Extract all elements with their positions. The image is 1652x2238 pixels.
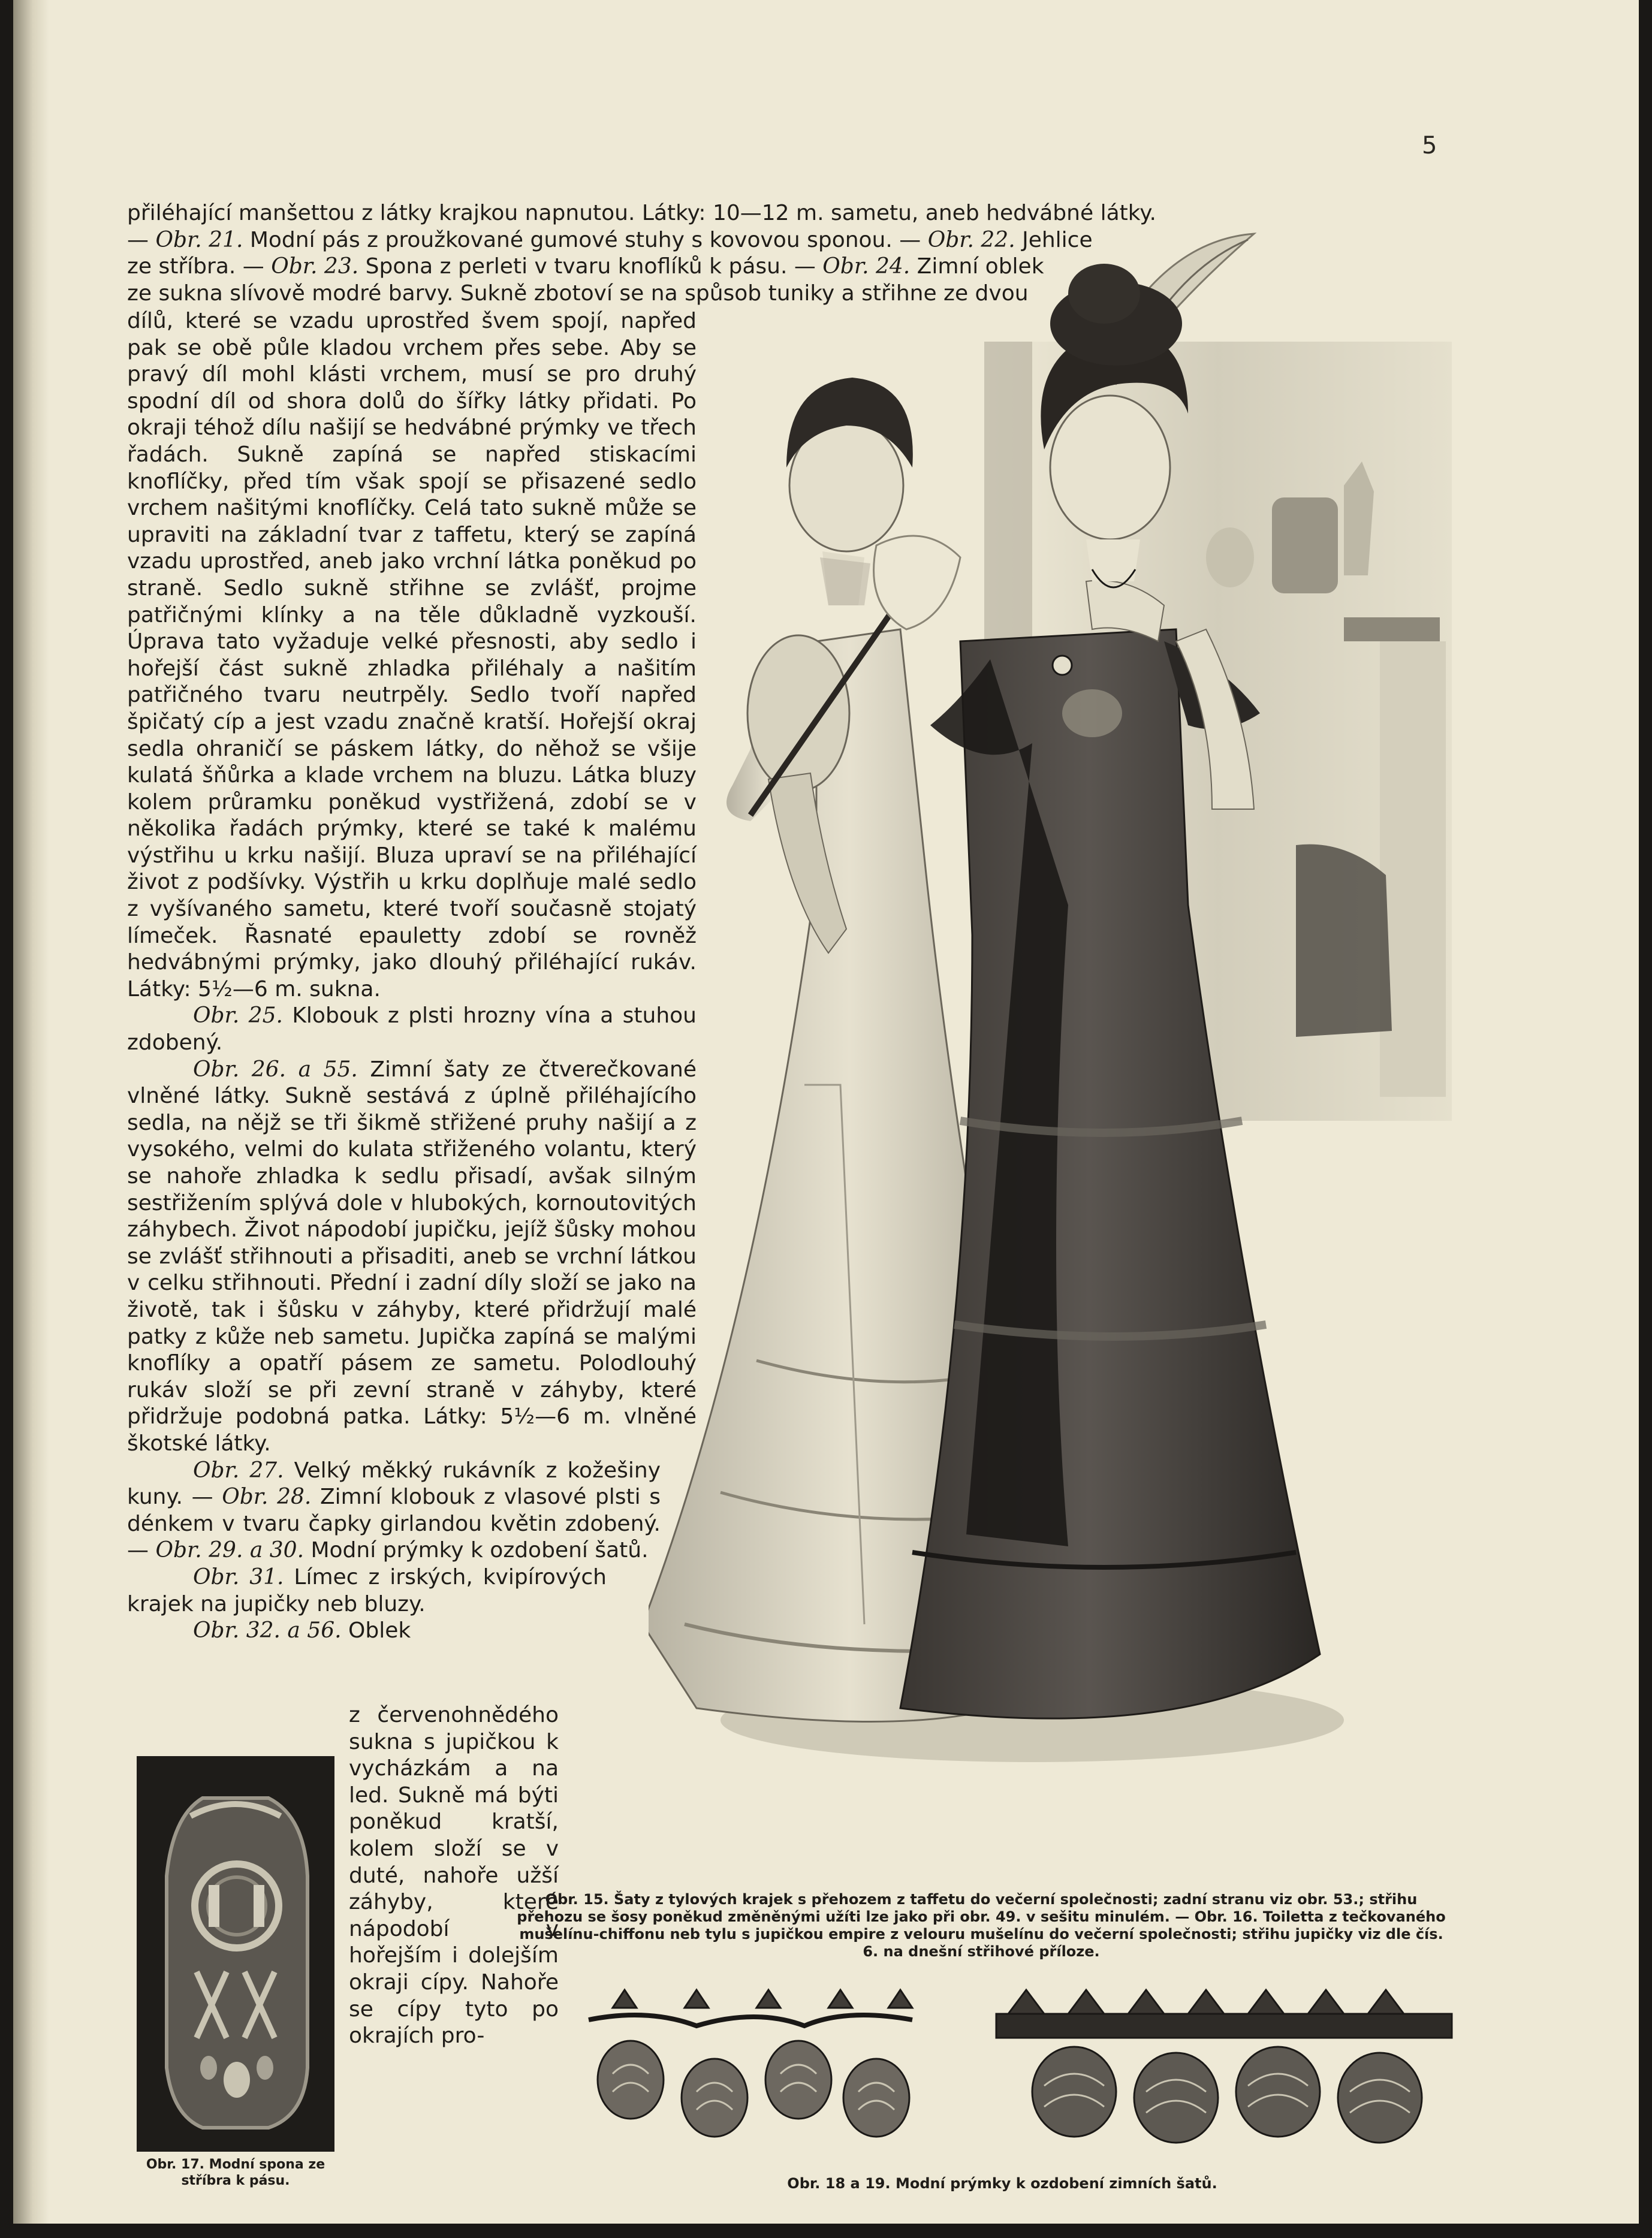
figure-17-caption: Obr. 17. Modní spona ze stříbra k pásu. [146, 2157, 325, 2188]
trim-19 [996, 1990, 1452, 2143]
figure-reference: Obr. 27. [193, 1458, 284, 1483]
text-line: — Obr. 21. Modní pás z proužkované gumové stuhy s kovovou sponou. — Obr. 22. Jehlice [127, 227, 1093, 252]
paragraph: dílů, které se vzadu uprostřed švem spojí, napřed pak se obě půle kladou vrchem přes sebe. Aby se pravý díl mohl klásti vrchem, musí se pro druhý spodní díl od shora dolů do šířky látky přidati. Po okraji téhož dílu našijí se hedvábné prýmky ve třech řadách. Sukně zapíná se napřed stiskacími knoflíčky, před tím však spojí se přisazené sedlo vrchem našitými knoflíčky. Celá tato sukně může se upraviti na základní tvar z taffetu, který se zapíná vzadu uprostřed, aneb jako vrchní látka poněkud po straně. Sedlo sukně střihne se zvlášť, projme patřičnými klínky a na těle důkladně vyzkouší. Úprava tato vyžaduje velké přesnosti, aby sedlo i hořejší část sukně zhladka přiléhaly a našitím patřičného tvaru neutrpěly. Sedlo tvoří napřed špičatý cíp a jest vzadu značně kratší. Hořejší okraj sedla ohraničí se páskem látky, do něhož se všije kulatá šňůrka a klade vrchem na bluzu. Látka bluzy kolem průramku poněkud vystřižená, zdobí se v několika řadách prýmky, které se také k malému výstřihu u krku našijí. Bluza upraví se na přiléhající život z podšívky. Výstřih u krku doplňuje malé sedlo z vyšívaného sametu, které tvoří současně stojatý límeček. Řasnaté epauletty zdobí se rovněž hedvábnými prýmky, jako dlouhý přiléhající rukáv. Látky: 5½—6 m. sukna. [127, 309, 697, 1002]
paragraph: Obr. 31. Límec z irských, kvipírových krajek na jupičky neb bluzy. [127, 1564, 607, 1616]
paragraph: Obr. 26. a 55. Zimní šaty ze čtverečkované vlněné látky. Sukně sestává z úplně přiléhajícího sedla, na nějž se tři šikmě střižené pruhy našijí a z vysokého, velmi do kulata střiženého volantu, který se nahoře zhladka k sedlu přisadí, avšak silným sestřižením splývá dole v hlubokých, kornoutovitých záhybech. Život nápodobí jupičku, jejíž šůsky mohou se zvlášť střihnouti a přisaditi, aneb se vrchní látkou v celku střihnouti. Přední i zadní díly složí se jako na životě, tak i šůsku v záhyby, které přidržují malé patky z kůže neb sametu. Jupička zapíná se malými knoflíky a opatří pásem ze sametu. Polodlouhý rukáv složí se při zevní straně v záhyby, které přidržuje podobná patka. Látky: 5½—6 m. vlněné škotské látky. [127, 1057, 697, 1456]
figure-reference: Obr. 31. [193, 1564, 284, 1589]
figure-reference: Obr. 26. a 55. [193, 1057, 358, 1082]
trims-illustration [577, 1984, 1464, 2176]
figure-15-16-caption: Obr. 15. Šaty z tylových krajek s přehozem z taffetu do večerní společnosti; zadní stranu viz obr. 53.; střihu přehozu se šosy poněkud změněnými užíti lze jako při obr. 49. v sešitu minulém. — Obr. 16. Toiletta z tečkovaného mušelínu-chiffonu neb tylu s jupičkou empire z velouru mušelínu do večerní společnosti; střihu jupičky viz dle čís. 6. na dnešní střihové příloze. [517, 1891, 1446, 1960]
text-line: přiléhající manšettou z látky krajkou napnutou. Látky: 10—12 m. sametu, aneb hedvábné látky. [127, 201, 1156, 225]
narrow-column-text: z červenohnědého sukna s jupičkou k vycházkám a na led. Sukně má býti poněkud kratší, kolem složí se v duté, nahoře užší záhyby, které nápodobí v hořejším i dolejším okraji cípy. Nahoře se cípy tyto po okrajích pro- [349, 1703, 559, 2049]
text-line: ze stříbra. — Obr. 23. Spona z perleti v tvaru knoflíků k pásu. — Obr. 24. Zimní oblek [127, 254, 1044, 279]
page-number: 5 [1422, 132, 1437, 159]
figure-reference: Obr. 23. [271, 254, 359, 279]
silver-buckle-illustration [137, 1756, 334, 2152]
figure-reference: Obr. 28. [222, 1485, 312, 1510]
figure-reference: Obr. 24. [822, 254, 911, 279]
figure-reference: Obr. 21. [155, 227, 243, 252]
figure-reference: Obr. 29. a 30. [155, 1538, 305, 1563]
paragraph: Obr. 27. Velký měkký rukávník z kožešiny kuny. — Obr. 28. Zimní klobouk z vlasové plsti s dénkem v tvaru čapky girlandou květin zdobený. — Obr. 29. a 30. Modní prýmky k ozdobení šatů. [127, 1458, 661, 1563]
left-column-text [127, 308, 697, 1645]
paragraph: Obr. 32. a 56. Oblek [193, 1618, 411, 1643]
paragraph: Obr. 25. Klobouk z plsti hrozny vína a stuhou zdobený. [127, 1003, 697, 1055]
magazine-page [13, 0, 1639, 2224]
figure-reference: Obr. 25. [193, 1003, 283, 1028]
text-line: ze sukna slívově modré barvy. Sukně zbotoví se na spůsob tuniky a střihne ze dvou [127, 280, 1029, 306]
trim-18 [589, 1990, 912, 2137]
figure-18-19-caption: Obr. 18 a 19. Modní prýmky k ozdobení zimních šatů. [787, 2175, 1217, 2192]
figure-reference: Obr. 32. a 56. [193, 1618, 342, 1643]
fashion-plate-illustration [649, 186, 1452, 1780]
figure-reference: Obr. 22. [927, 227, 1015, 252]
